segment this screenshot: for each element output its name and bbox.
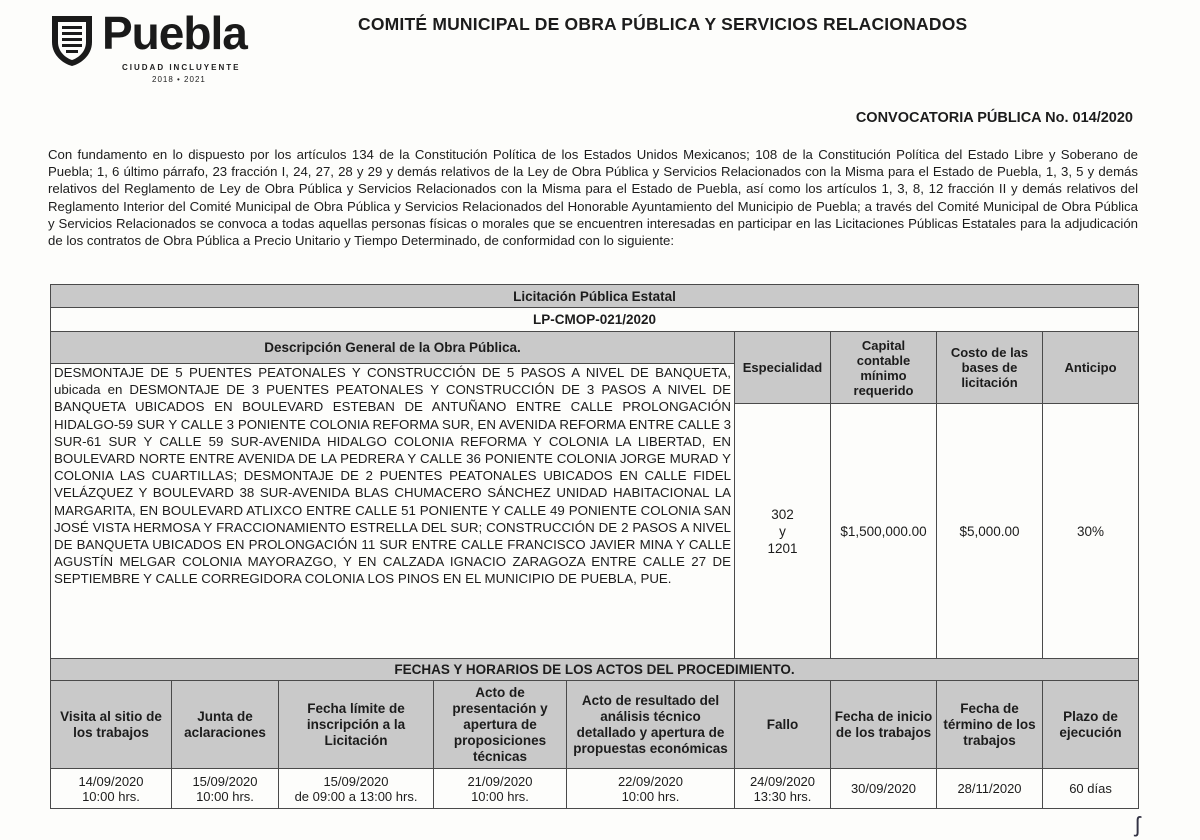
time: de 09:00 a 13:00 hrs. [294,788,418,804]
descripcion-text: DESMONTAJE DE 5 PUENTES PEATONALES Y CONSTRUCCIÓN DE 5 PASOS A NIVEL DE BANQUETA, ubicada en DESMONTAJE DE 3 PUENTES PEATONALES Y CONSTRUCCIÓN DE 3 PASOS A NIVEL DE BANQUETA UBICADOS EN BOULEVARD ESTEBAN DE ANTUÑANO ENTRE CALLE PROLONGACIÓN HIDALGO-59 SUR Y CALLE 3 PONIENTE COLONIA REFORMA SUR, EN AVENIDA REFORMA ENTRE CALLE 3 SUR-61 SUR Y CALLE 59 SUR-AVENIDA HIDALGO COLONIA REFORMA Y COLONIA LA LIBERTAD, EN BOULEVARD NORTE ENTRE AVENIDA DE LA PEDRERA Y CALLE 36 PONIENTE COLONIA JORGE MURAD Y COLONIA LAS CUARTILLAS; DESMONTAJE DE 2 PUENTES PEATONALES UBICADOS EN CALLE FIDEL VELÁZQUEZ Y BOULEVARD 38 SUR-AVENIDA BLAS CHUMACERO SÁNCHEZ UNIDAD HABITACIONAL LA MARGARITA, EN BOULEVARD ATLIXCO ENTRE CALLE 51 PONIENTE Y CALLE 49 PONIENTE COLONIA SAN JOSÉ VISTA HERMOSA Y FRACCIONAMIENTO ESTRELLA DEL SUR; CONSTRUCCIÓN DE 2 PASOS A NIVEL DE BANQUETA UBICADOS EN PROLONGACIÓN 11 SUR ENTRE CALLE FRANCISCO JAVIER MINA Y CALLE AGUSTÍN MELGAR COLONIA MAYORAZGO, Y EN CALZADA IGNACIO ZARAGOZA ENTRE CALLE 27 DE SEPTIEMBRE Y CALLE CORREGIDORA COLONIA LOS PINOS EN EL MUNICIPIO DE PUEBLA, PUE. [51,364,735,659]
capital-header: Capital contable mínimo requerido [831,332,937,404]
fechas-header-resultado: Acto de resultado del análisis técnico detallado y apertura de propuestas económicas [567,681,735,769]
licitacion-table [50,284,1139,809]
fechas-title: FECHAS Y HORARIOS DE LOS ACTOS DEL PROCEDIMIENTO. [51,659,1139,681]
logo-wordmark: Puebla [102,7,247,59]
fecha-termino [937,769,1043,809]
convocatoria-number: CONVOCATORIA PÚBLICA No. 014/2020 [855,110,1133,126]
shield-icon [48,12,96,68]
time: 10:00 hrs. [82,788,140,804]
descripcion-header: Descripción General de la Obra Pública. [51,332,735,364]
especialidad-value [735,404,831,659]
date: 30/09/2020 [850,781,917,796]
intro-paragraph: Con fundamento en lo dispuesto por los artículos 134 de la Constitución Política de los Estados Unidos Mexicanos; 108 de la Constitución Política del Estado Libre y Soberano de Puebla; 1, 6 último párrafo, 23 fracción I, 24, 27, 28 y 29 y demás relativos de la Ley de Obra Pública y Servicios Relacionados con la Misma para el Estado de Puebla, 1, 3, 5 y demás relativos del Reglamento de Ley de Obra Pública y Servicios Relacionados con la Misma para el Estado de Puebla, así como los artículos 1, 3, 8, 12 fracción II y demás relativos del Reglamento Interior del Comité Municipal de Obra Pública y Servicios Relacionados del Honorable Ayuntamiento del Municipio de Puebla; a través del Comité Municipal de Obra Pública y Servicios Relacionados se convoca a todas aquellas personas físicas o morales que se encuentren interesadas en participar en las Licitaciones Públicas Estatales para la adjudicación de los contratos de Obra Pública a Precio Unitario y Tiempo Determinado, de conformidad con lo siguiente: [48,147,1138,249]
fechas-header-junta: Junta de aclaraciones [172,681,279,769]
fecha-inicio [831,769,937,809]
time: 10:00 hrs. [196,788,254,804]
fechas-header-presentacion: Acto de presentación y apertura de proposiciones técnicas [434,681,567,769]
fechas-header-inicio: Fecha de inicio de los trabajos [831,681,937,769]
logo-years: 2018 • 2021 [152,75,206,84]
date: 15/09/2020 [323,773,389,789]
capital-value: $1,500,000.00 [831,404,937,659]
plazo-ejecucion [1043,769,1139,809]
fecha-presentacion [434,769,567,809]
especialidad-line: 302 [771,506,794,522]
costo-header: Costo de las bases de licitación [937,332,1043,404]
time: 10:00 hrs. [621,788,680,804]
date: 28/11/2020 [957,781,1022,796]
date: 24/09/2020 [749,773,816,789]
anticipo-value: 30% [1043,404,1139,659]
time: 13:30 hrs. [753,788,812,804]
licitacion-title: Licitación Pública Estatal [51,285,1139,308]
especialidad-line: y [779,523,786,539]
time: 10:00 hrs. [471,788,529,804]
especialidad-line: 1201 [767,540,798,556]
fecha-fallo [735,769,831,809]
page-title: COMITÉ MUNICIPAL DE OBRA PÚBLICA Y SERVICIOS RELACIONADOS [358,14,968,34]
fecha-visita [51,769,172,809]
fechas-header-inscripcion: Fecha límite de inscripción a la Licitación [279,681,434,769]
fecha-inscripcion [279,769,434,809]
date: 14/09/2020 [78,773,144,789]
fechas-header-plazo: Plazo de ejecución [1043,681,1139,769]
fechas-header-fallo: Fallo [735,681,831,769]
fecha-junta [172,769,279,809]
date: 21/09/2020 [467,773,533,789]
date: 60 días [1069,781,1112,796]
costo-value: $5,000.00 [937,404,1043,659]
especialidad-header: Especialidad [735,332,831,404]
date: 22/09/2020 [617,773,684,789]
puebla-logo [48,8,278,86]
fecha-resultado [567,769,735,809]
logo-tagline: CIUDAD INCLUYENTE [122,63,241,72]
date: 15/09/2020 [192,773,258,789]
fechas-header-termino: Fecha de término de los trabajos [937,681,1043,769]
handwritten-mark-icon: ʃ [1135,812,1140,837]
licitacion-code: LP-CMOP-021/2020 [51,308,1139,332]
anticipo-header: Anticipo [1043,332,1139,404]
fechas-header-visita: Visita al sitio de los trabajos [51,681,172,769]
